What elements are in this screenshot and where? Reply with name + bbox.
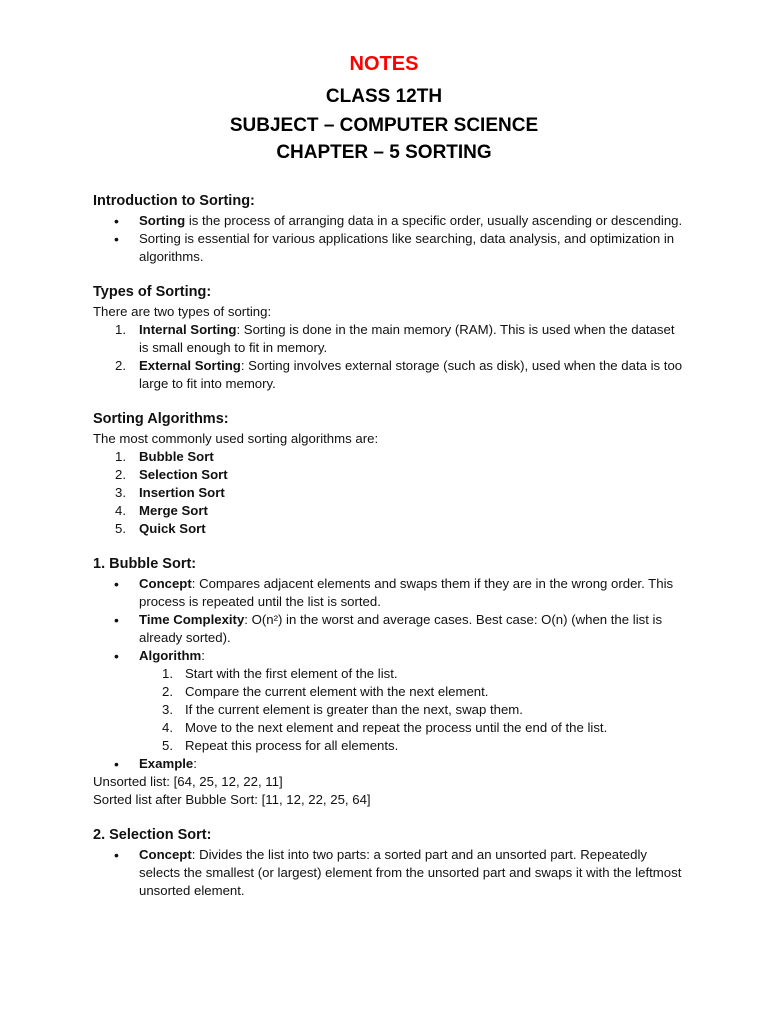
section-heading: Sorting Algorithms:: [93, 411, 229, 427]
section-introduction: [93, 192, 683, 266]
chapter-title: CHAPTER – 5 SORTING: [276, 142, 492, 163]
step-text: Move to the next element and repeat the process until the end of the list.: [185, 720, 608, 735]
section-types: [93, 283, 683, 393]
item-number: 3.: [115, 485, 126, 500]
bold-term: Internal Sorting: [139, 322, 237, 337]
section-selection-sort: [93, 826, 683, 900]
bold-term: Concept: [139, 847, 192, 862]
step-item: [93, 719, 683, 737]
bold-term: Sorting: [139, 213, 186, 228]
bullet-list: [93, 846, 683, 900]
bold-term: Example: [139, 756, 194, 771]
list-item: [93, 611, 683, 647]
notes-content: [93, 192, 683, 917]
item-number: 2.: [115, 467, 126, 482]
item-text: Sorting is essential for various applications like searching, data analysis, and optimization in algorithms.: [139, 231, 675, 264]
step-item: [93, 665, 683, 683]
step-text: Start with the first element of the list.: [185, 666, 398, 681]
list-item: [93, 647, 683, 755]
item-text: :: [193, 756, 197, 771]
algorithm-steps: [93, 665, 683, 755]
list-item: [93, 755, 683, 773]
bullet-list: [93, 212, 683, 266]
bold-term: External Sorting: [139, 358, 241, 373]
step-number: 4.: [162, 720, 173, 735]
section-heading: Types of Sorting:: [93, 284, 212, 300]
step-text: Repeat this process for all elements.: [185, 738, 399, 753]
sorted-list-text: Sorted list after Bubble Sort: [11, 12, 22, 25, 64]: [93, 792, 371, 807]
bold-term: Insertion Sort: [139, 485, 225, 500]
section-heading: 2. Selection Sort:: [93, 827, 212, 843]
list-item: [93, 321, 683, 357]
step-item: [93, 737, 683, 755]
bold-term: Time Complexity: [139, 612, 245, 627]
list-item: [93, 357, 683, 393]
item-text: : O(n²) in the worst and average cases. Best case: O(n) (when the list is already sorted).: [139, 612, 663, 645]
numbered-list: [93, 448, 683, 538]
section-lead: There are two types of sorting:: [93, 304, 272, 319]
bold-term: Merge Sort: [139, 503, 208, 518]
section-algorithms: [93, 410, 683, 538]
section-bubble-sort: [93, 555, 683, 809]
step-item: [93, 683, 683, 701]
step-item: [93, 701, 683, 719]
step-number: 1.: [162, 666, 173, 681]
item-text: : Sorting involves external storage (such as disk), used when the data is too large to fit into memory.: [139, 358, 683, 391]
item-text: : Divides the list into two parts: a sorted part and an unsorted part. Repeatedly selects the smallest (or largest) element from the unsorted part and swaps it with the leftmost unsorted element.: [139, 847, 682, 898]
list-item: [93, 502, 683, 520]
step-text: If the current element is greater than the next, swap them.: [185, 702, 523, 717]
step-number: 5.: [162, 738, 173, 753]
list-item: [93, 230, 683, 266]
step-number: 3.: [162, 702, 173, 717]
item-number: 4.: [115, 503, 126, 518]
item-text: :: [201, 648, 205, 663]
bullet-list: [93, 575, 683, 773]
list-item: [93, 448, 683, 466]
item-text: : Compares adjacent elements and swaps them if they are in the wrong order. This process is repeated until the list is sorted.: [139, 576, 674, 609]
item-number: 5.: [115, 521, 126, 536]
item-number: 1.: [115, 322, 126, 337]
bold-term: Selection Sort: [139, 467, 228, 482]
bold-term: Bubble Sort: [139, 449, 214, 464]
step-number: 2.: [162, 684, 173, 699]
list-item: [93, 575, 683, 611]
numbered-list: [93, 321, 683, 393]
item-text: : Sorting is done in the main memory (RAM). This is used when the dataset is small enough to fit in memory.: [139, 322, 675, 355]
class-title: CLASS 12TH: [325, 86, 443, 107]
item-number: 2.: [115, 358, 126, 373]
section-heading: Introduction to Sorting:: [93, 193, 255, 209]
section-heading: 1. Bubble Sort:: [93, 556, 197, 572]
unsorted-list-text: Unsorted list: [64, 25, 12, 22, 11]: [93, 774, 283, 789]
item-number: 1.: [115, 449, 126, 464]
item-text: is the process of arranging data in a specific order, usually ascending or descending.: [185, 213, 683, 228]
bold-term: Algorithm: [139, 648, 202, 663]
notes-title: NOTES: [349, 53, 419, 75]
section-lead: The most commonly used sorting algorithms are:: [93, 431, 379, 446]
list-item: [93, 846, 683, 900]
step-text: Compare the current element with the next element.: [185, 684, 489, 699]
bold-term: Concept: [139, 576, 192, 591]
bold-term: Quick Sort: [139, 521, 206, 536]
list-item: [93, 212, 683, 230]
list-item: [93, 484, 683, 502]
list-item: [93, 466, 683, 484]
subject-title: SUBJECT – COMPUTER SCIENCE: [229, 115, 539, 136]
list-item: [93, 520, 683, 538]
